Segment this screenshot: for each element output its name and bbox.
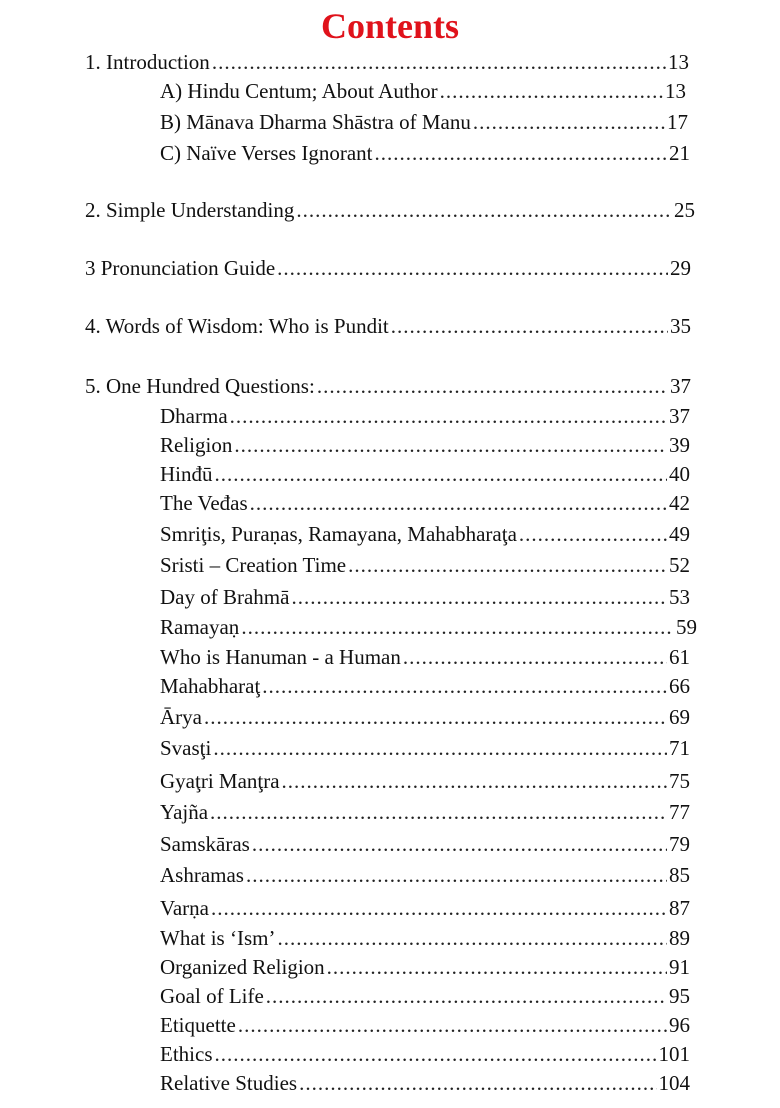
toc-entry-page: 53 bbox=[669, 585, 690, 609]
dot-leader bbox=[241, 613, 674, 641]
dot-leader bbox=[473, 108, 665, 136]
toc-entry-page: 85 bbox=[669, 863, 690, 887]
toc-entry-page: 29 bbox=[670, 256, 691, 280]
toc-entry-ethics[interactable] bbox=[160, 1040, 690, 1068]
toc-entry-label: 4. Words of Wisdom: Who is Pundit bbox=[85, 314, 389, 338]
toc-entry-sristi[interactable] bbox=[160, 551, 690, 579]
dot-leader bbox=[440, 77, 663, 105]
toc-entry-day-of-brahma[interactable] bbox=[160, 583, 690, 611]
toc-entry-page: 77 bbox=[669, 800, 690, 824]
toc-entry-label: Organized Religion bbox=[160, 955, 325, 979]
dot-leader bbox=[246, 861, 667, 889]
dot-leader bbox=[277, 254, 668, 282]
toc-entry-label: Varṇa bbox=[160, 896, 209, 920]
toc-entry-etiquette[interactable] bbox=[160, 1011, 690, 1039]
toc-entry-page: 95 bbox=[669, 984, 690, 1008]
toc-entry-label: Who is Hanuman - a Human bbox=[160, 645, 401, 669]
toc-entry-page: 61 bbox=[669, 645, 690, 669]
toc-entry-label: B) Mānava Dharma Shāstra of Manu bbox=[160, 110, 471, 134]
dot-leader bbox=[296, 196, 672, 224]
toc-entry-label: Goal of Life bbox=[160, 984, 264, 1008]
toc-entry-page: 52 bbox=[669, 553, 690, 577]
toc-entry-manava-dharma[interactable] bbox=[160, 108, 688, 136]
toc-entry-page: 40 bbox=[669, 462, 690, 486]
toc-entry-smritis[interactable] bbox=[160, 520, 690, 548]
toc-entry-label: C) Naïve Verses Ignorant bbox=[160, 141, 373, 165]
toc-entry-page: 96 bbox=[669, 1013, 690, 1037]
toc-entry-label: Gyaţri Manţra bbox=[160, 769, 280, 793]
toc-entry-page: 69 bbox=[669, 705, 690, 729]
dot-leader bbox=[211, 894, 667, 922]
dot-leader bbox=[291, 583, 667, 611]
dot-leader bbox=[215, 460, 668, 488]
toc-entry-label: Ramayaṇ bbox=[160, 615, 240, 639]
toc-entry-page: 17 bbox=[667, 110, 688, 134]
dot-leader bbox=[262, 672, 667, 700]
toc-entry-page: 91 bbox=[669, 955, 690, 979]
toc-entry-page: 37 bbox=[670, 374, 691, 398]
toc-entry-page: 42 bbox=[669, 491, 690, 515]
toc-entry-label: Dharma bbox=[160, 404, 228, 428]
toc-entry-goal-of-life[interactable] bbox=[160, 982, 690, 1010]
dot-leader bbox=[282, 767, 667, 795]
toc-entry-introduction[interactable] bbox=[85, 48, 689, 76]
toc-entry-label: Mahabharaţ bbox=[160, 674, 261, 698]
toc-entry-label: Yajña bbox=[160, 800, 209, 824]
toc-entry-page: 39 bbox=[669, 433, 690, 457]
dot-leader bbox=[204, 703, 667, 731]
toc-entry-hindu-centum[interactable] bbox=[160, 77, 686, 105]
toc-entry-one-hundred-questions[interactable] bbox=[85, 372, 691, 400]
toc-entry-label: 1. Introduction bbox=[85, 50, 210, 74]
dot-leader bbox=[299, 1069, 656, 1097]
dot-leader bbox=[391, 312, 668, 340]
toc-entry-pronunciation-guide[interactable] bbox=[85, 254, 691, 282]
toc-entry-what-is-ism[interactable] bbox=[160, 924, 690, 952]
toc-entry-gyatri-mantra[interactable] bbox=[160, 767, 690, 795]
toc-entry-page: 21 bbox=[669, 141, 690, 165]
toc-entry-relative-studies[interactable] bbox=[160, 1069, 690, 1097]
toc-entry-page: 79 bbox=[669, 832, 690, 856]
toc-entry-label: What is ‘Ism’ bbox=[160, 926, 276, 950]
toc-entry-page: 13 bbox=[665, 79, 686, 103]
dot-leader bbox=[348, 551, 667, 579]
toc-entry-dharma[interactable] bbox=[160, 402, 690, 430]
dot-leader bbox=[238, 1011, 667, 1039]
toc-entry-svasti[interactable] bbox=[160, 734, 690, 762]
toc-entry-varna[interactable] bbox=[160, 894, 690, 922]
toc-entry-arya[interactable] bbox=[160, 703, 690, 731]
toc-entry-samskaras[interactable] bbox=[160, 830, 690, 858]
toc-entry-mahabharat[interactable] bbox=[160, 672, 690, 700]
dot-leader bbox=[374, 139, 667, 167]
toc-entry-label: 2. Simple Understanding bbox=[85, 198, 295, 222]
toc-entry-label: 3 Pronunciation Guide bbox=[85, 256, 276, 280]
dot-leader bbox=[230, 402, 667, 430]
dot-leader bbox=[234, 431, 667, 459]
toc-entry-simple-understanding[interactable] bbox=[85, 196, 695, 224]
toc-entry-yajna[interactable] bbox=[160, 798, 690, 826]
dot-leader bbox=[266, 982, 667, 1010]
toc-entry-page: 66 bbox=[669, 674, 690, 698]
dot-leader bbox=[327, 953, 667, 981]
toc-entry-label: Samskāras bbox=[160, 832, 250, 856]
toc-entry-label: Sristi – Creation Time bbox=[160, 553, 347, 577]
toc-entry-label: Svasţi bbox=[160, 736, 212, 760]
dot-leader bbox=[213, 734, 667, 762]
dot-leader bbox=[210, 798, 667, 826]
toc-entry-hanuman[interactable] bbox=[160, 643, 690, 671]
toc-entry-page: 59 bbox=[676, 615, 697, 639]
toc-entry-label: 5. One Hundred Questions: bbox=[85, 374, 315, 398]
toc-entry-page: 35 bbox=[670, 314, 691, 338]
toc-entry-label: Ārya bbox=[160, 705, 202, 729]
toc-entry-page: 13 bbox=[668, 50, 689, 74]
dot-leader bbox=[277, 924, 667, 952]
toc-entry-page: 104 bbox=[658, 1071, 690, 1095]
toc-entry-page: 37 bbox=[669, 404, 690, 428]
toc-entry-page: 49 bbox=[669, 522, 690, 546]
toc-entry-label: Relative Studies bbox=[160, 1071, 298, 1095]
toc-entry-page: 75 bbox=[669, 769, 690, 793]
dot-leader bbox=[519, 520, 667, 548]
dot-leader bbox=[250, 489, 667, 517]
toc-entry-page: 87 bbox=[669, 896, 690, 920]
toc-entry-ashramas[interactable] bbox=[160, 861, 690, 889]
toc-entry-hindu[interactable] bbox=[160, 460, 690, 488]
page-title: Contents bbox=[320, 6, 459, 46]
toc-entry-the-vedas[interactable] bbox=[160, 489, 690, 517]
toc-entry-label: Religion bbox=[160, 433, 233, 457]
toc-entry-label: A) Hindu Centum; About Author bbox=[160, 79, 438, 103]
toc-entry-label: Hinđū bbox=[160, 462, 213, 486]
toc-entry-label: Smriţis, Puraṇas, Ramayana, Mahabharaţa bbox=[160, 522, 517, 546]
toc-entry-label: Day of Brahmā bbox=[160, 585, 290, 609]
toc-entry-label: The Veđas bbox=[160, 491, 248, 515]
toc-entry-page: 71 bbox=[669, 736, 690, 760]
toc-entry-religion[interactable] bbox=[160, 431, 690, 459]
toc-entry-label: Ashramas bbox=[160, 863, 244, 887]
dot-leader bbox=[403, 643, 667, 671]
dot-leader bbox=[215, 1040, 657, 1068]
dot-leader bbox=[212, 48, 666, 76]
toc-entry-ramayan[interactable] bbox=[160, 613, 697, 641]
dot-leader bbox=[252, 830, 667, 858]
toc-entry-label: Etiquette bbox=[160, 1013, 236, 1037]
toc-entry-words-of-wisdom[interactable] bbox=[85, 312, 691, 340]
dot-leader bbox=[317, 372, 668, 400]
toc-entry-organized-religion[interactable] bbox=[160, 953, 690, 981]
toc-entry-page: 101 bbox=[658, 1042, 690, 1066]
toc-entry-page: 25 bbox=[674, 198, 695, 222]
toc-entry-page: 89 bbox=[669, 926, 690, 950]
toc-entry-naive-verses[interactable] bbox=[160, 139, 690, 167]
toc-entry-label: Ethics bbox=[160, 1042, 213, 1066]
